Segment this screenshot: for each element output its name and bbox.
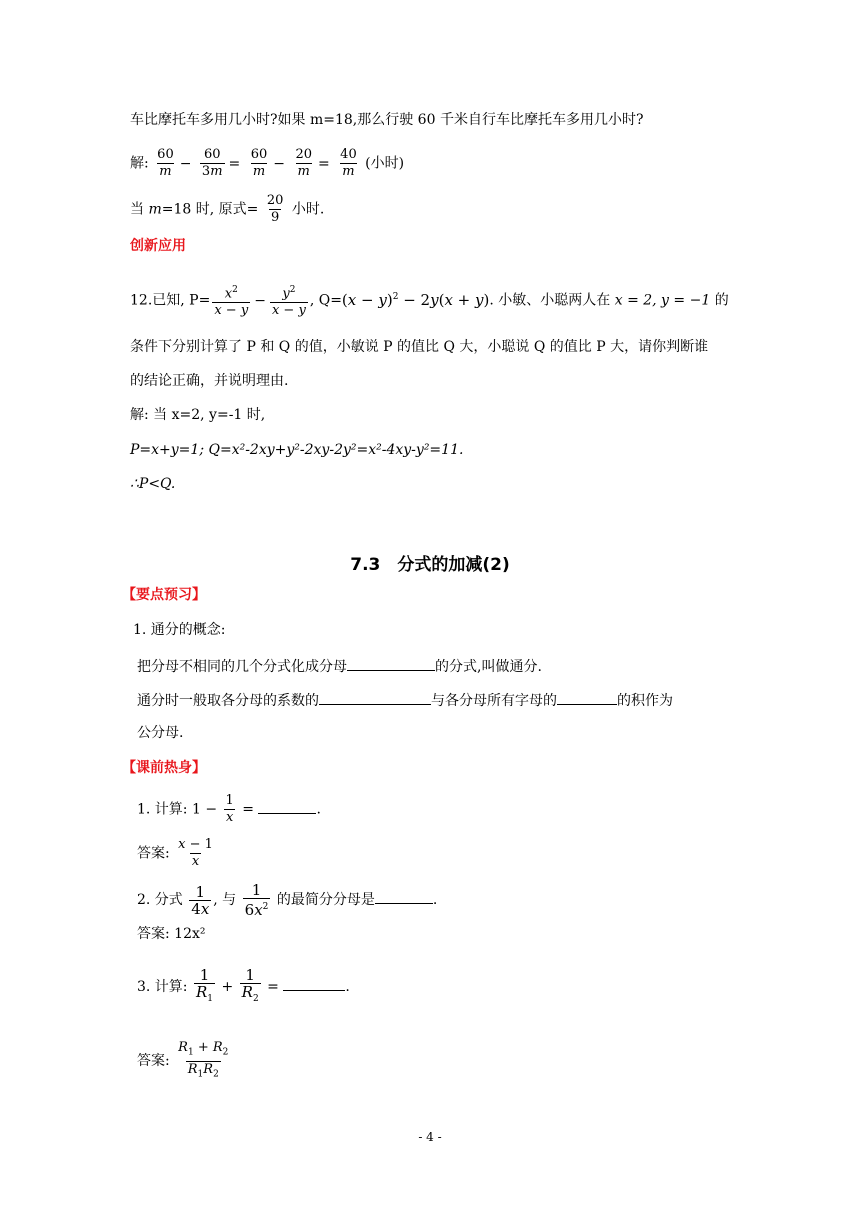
fraction: $\frac{x^2}{x - y}$	[214, 285, 249, 319]
fraction: $\frac{R_1 + R_2}{R_1R_2}$	[176, 1040, 230, 1082]
solution-line-1: 解: $\frac{60}{m}$ − $\frac{60}{3m}$ = $\frac{60}{m}$ − $\frac{20}{m}$ = $\frac{40}{m}$ (小时)	[130, 147, 405, 179]
solution-line-2: 当 m=18 时, 原式= $\frac{20}{9}$ 小时.	[130, 193, 325, 225]
chapter-title: 7.3 分式的加减(2)	[350, 555, 510, 575]
preview-title: 【要点预习】	[122, 587, 206, 603]
warmup-a1: 答案: $\frac{x - 1}{x}$	[137, 837, 213, 869]
q12-line-1: 12.已知, P= $\frac{x^2}{x - y}$ − $\frac{y^2}{x - y}$ , $Q=(x - y)^2 - 2y(x + y)$. 小敏、小聪两人在 x = 2, y = −1 的	[130, 282, 729, 319]
answer-blank[interactable]	[258, 798, 316, 814]
fraction: $\frac{40}{m}$	[340, 147, 357, 179]
q12-line-2: 条件下分别计算了 P 和 Q 的值，小敏说 P 的值比 Q 大，小聪说 Q 的值比 P 大，请你判断谁	[130, 339, 709, 355]
q12-solution-1: 解: 当 x=2, y=-1 时,	[130, 407, 266, 423]
q12-line-3: 的结论正确，并说明理由.	[130, 373, 289, 389]
fraction: $\frac{1}{4x}$	[191, 882, 210, 918]
warmup-title: 【课前热身】	[122, 760, 206, 776]
fraction: $\frac{60}{m}$	[157, 147, 174, 179]
preview-item-1: 1. 通分的概念:	[133, 622, 226, 638]
q12-solution-3: ∴P<Q.	[130, 476, 176, 492]
fraction: $\frac{1}{6x^2}$	[244, 881, 269, 919]
fraction: $\frac{20}{m}$	[295, 147, 312, 179]
fraction: $\frac{60}{m}$	[250, 147, 268, 179]
answer-blank[interactable]	[283, 975, 345, 991]
fraction: $\frac{x - 1}{x}$	[178, 837, 213, 869]
answer-blank[interactable]	[375, 888, 433, 904]
question-tail: 车比摩托车多用几小时?如果 m=18,那么行驶 60 千米自行车比摩托车多用几小时?	[130, 112, 644, 128]
warmup-a3: 答案: $\frac{R_1 + R_2}{R_1R_2}$	[137, 1040, 232, 1082]
answer-blank[interactable]	[347, 655, 435, 671]
fraction: $\frac{1}{x}$	[225, 793, 234, 825]
preview-line-b: 通分时一般取各分母的系数的 与各分母所有字母的 的积作为	[137, 689, 673, 711]
warmup-q1: 1. 计算: 1 − $\frac{1}{x}$ = .	[137, 793, 321, 825]
fraction: $\frac{60}{3m}$	[201, 147, 223, 179]
warmup-a2: 答案: 12x²	[137, 926, 206, 942]
fraction: $\frac{1}{R_2}$	[240, 967, 261, 1007]
page-number: - 4 -	[418, 1130, 442, 1144]
fraction: $\frac{20}{9}$	[266, 193, 284, 225]
q12-solution-2: P=x+y=1; Q=x²-2xy+y²-2xy-2y²=x²-4xy-y²=11.	[130, 442, 464, 458]
section-innovation: 创新应用	[130, 238, 186, 254]
preview-line-c: 公分母.	[137, 725, 184, 741]
solution-label: 解:	[130, 155, 149, 172]
fraction: $\frac{1}{R_1}$	[194, 967, 215, 1007]
preview-line-a: 把分母不相同的几个分式化成分母 的分式,叫做通分.	[137, 655, 542, 677]
warmup-q3: 3. 计算: $\frac{1}{R_1}$ + $\frac{1}{R_2}$ = .	[137, 967, 350, 1007]
answer-blank[interactable]	[557, 689, 617, 705]
answer-blank[interactable]	[319, 689, 431, 705]
unit-label: (小时)	[365, 155, 405, 172]
warmup-q2: 2. 分式 $\frac{1}{4x}$ , 与 $\frac{1}{6x^2}$ 的最简分分母是 .	[137, 881, 438, 919]
fraction: $\frac{y^2}{x - y}$	[271, 285, 306, 319]
